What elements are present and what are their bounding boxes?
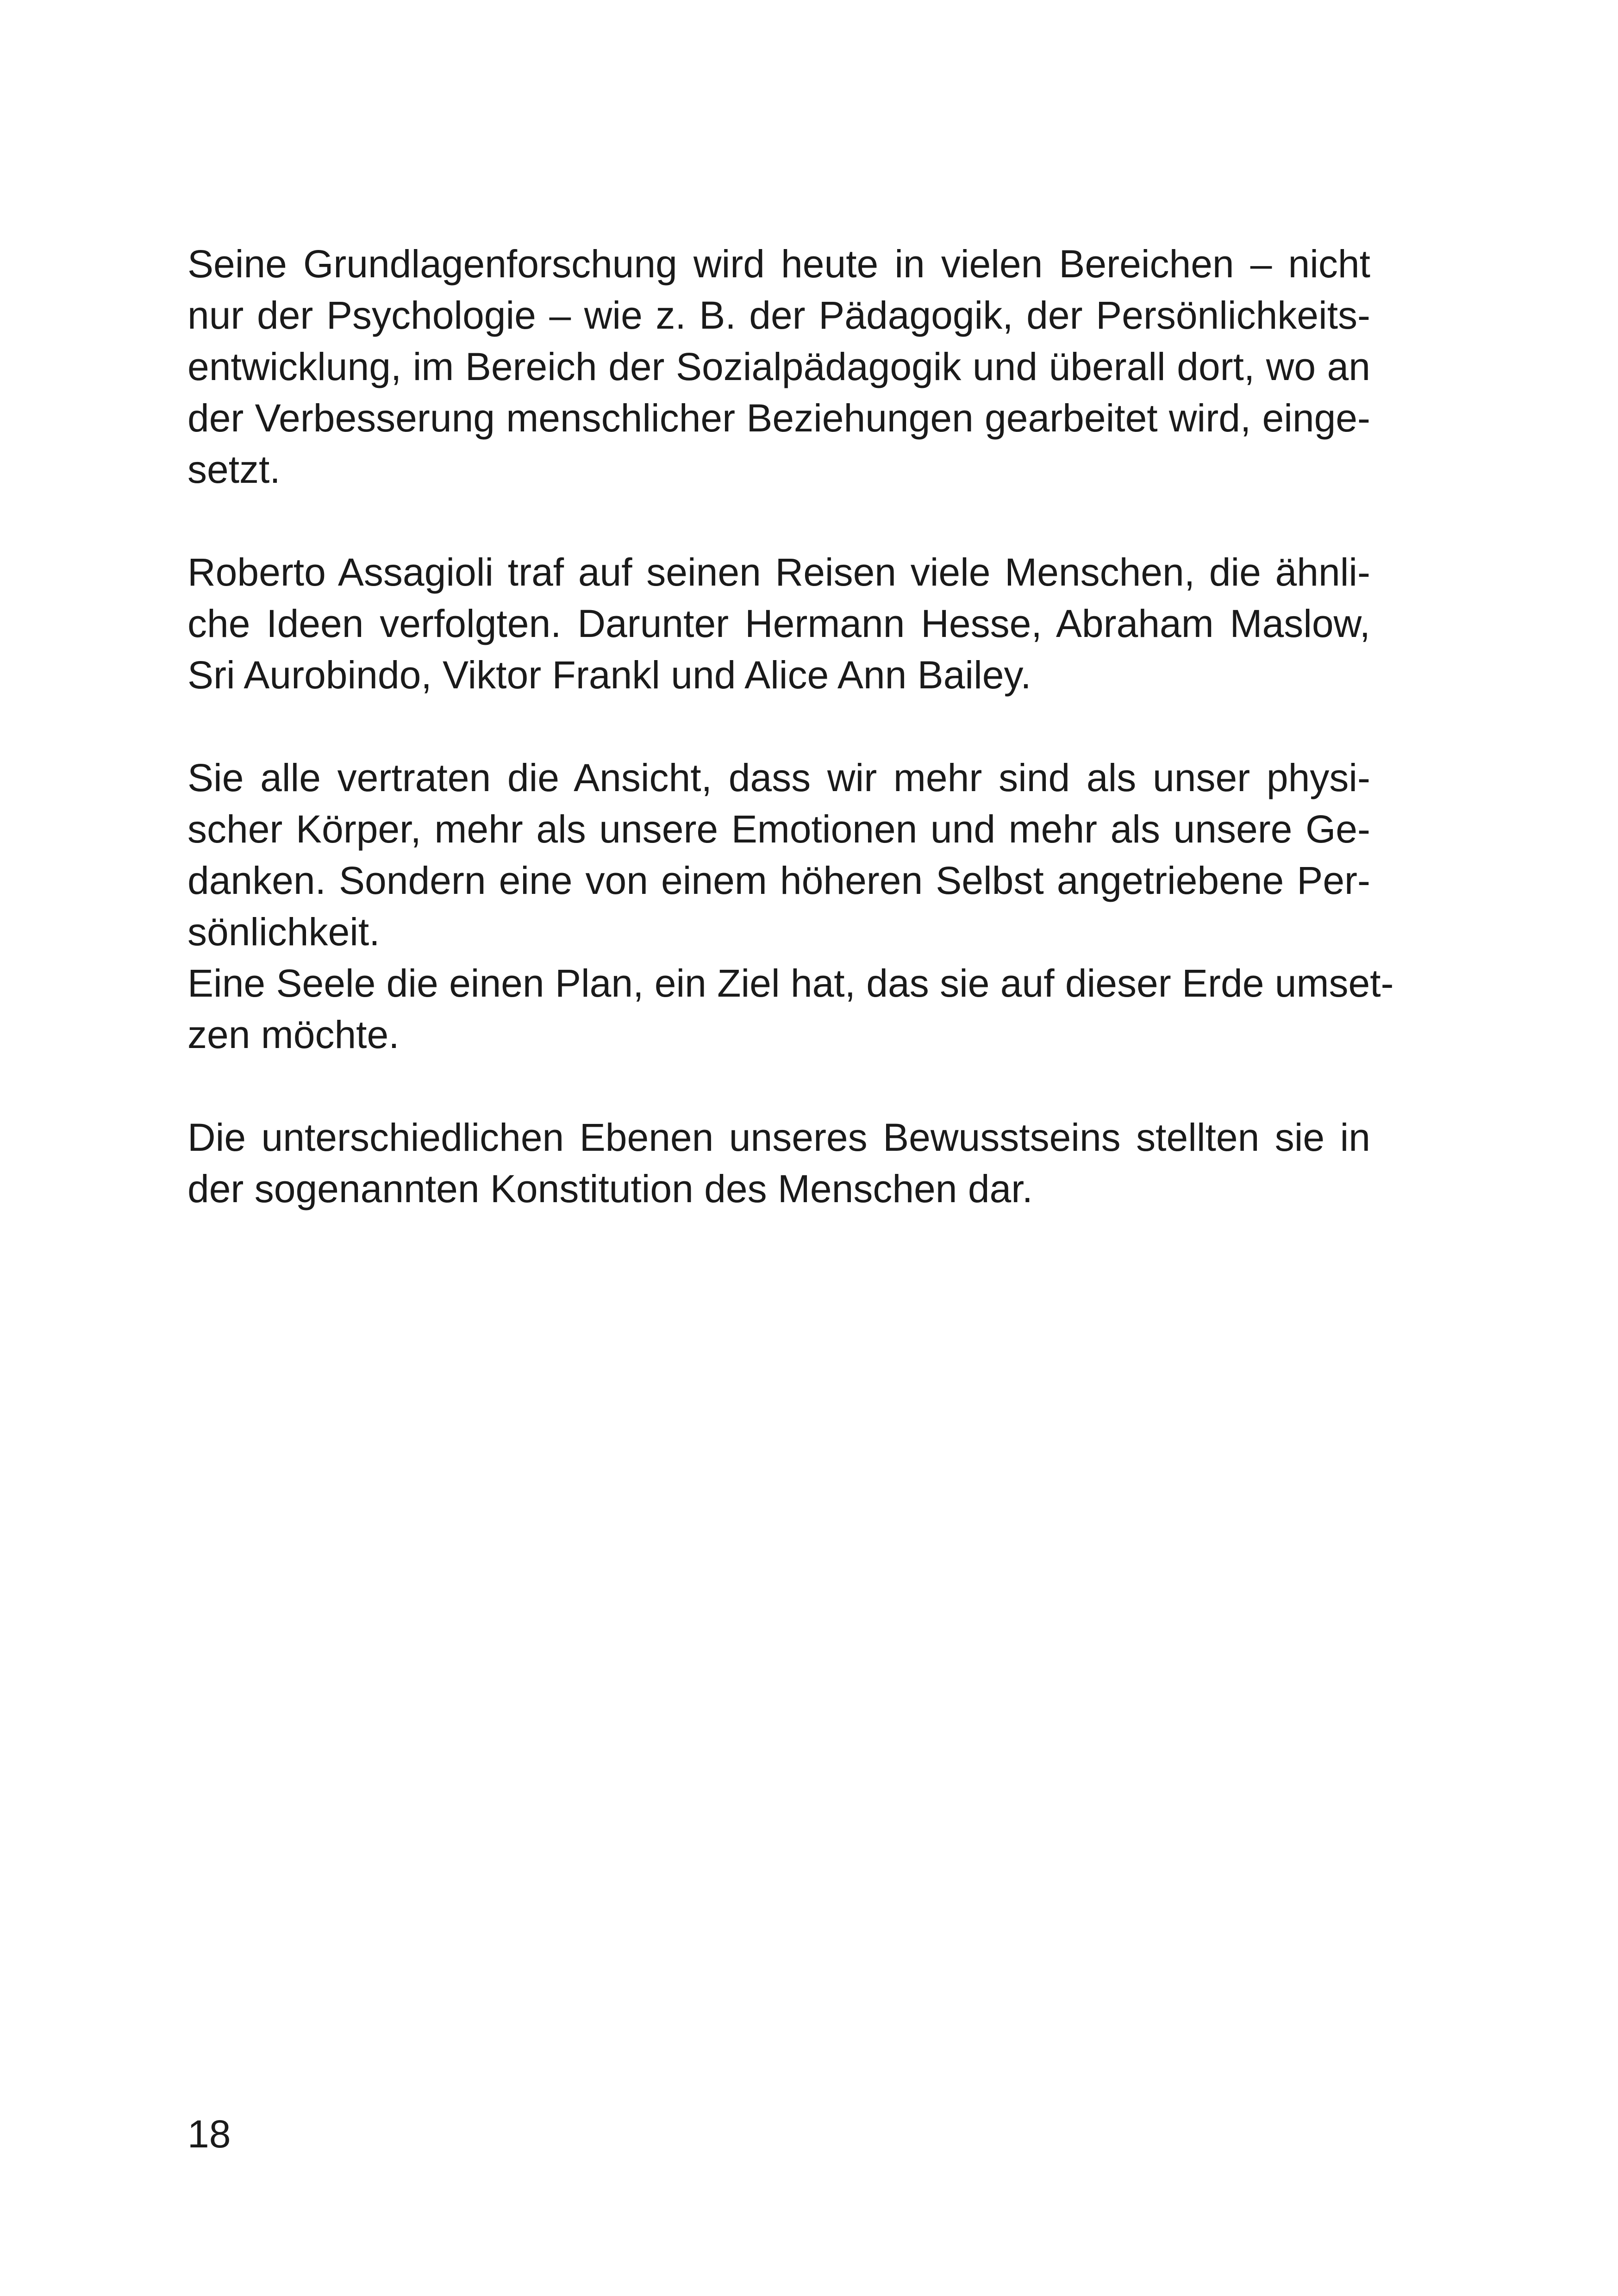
text-line: nur der Psychologie – wie z. B. der Pädagogik, der Persönlichkeits- [187,293,1370,337]
text-line: Sie alle vertraten die Ansicht, dass wir mehr sind als unser physi- [187,756,1370,799]
text-line: setzt. [187,448,281,491]
text-line: Die unterschiedlichen Ebenen unseres Bewusstseins stellten sie in [187,1116,1370,1159]
page-number: 18 [187,2112,231,2156]
paragraph [187,1112,1370,1215]
text-line: danken. Sondern eine von einem höheren Selbst angetriebene Per- [187,859,1370,902]
text-line: der sogenannten Konstitution des Menschen dar. [187,1167,1033,1210]
paragraph [187,752,1394,1061]
text-line: Eine Seele die einen Plan, ein Ziel hat, das sie auf dieser Erde umset- [187,961,1394,1005]
text-line: Seine Grundlagenforschung wird heute in vielen Bereichen – nicht [187,242,1370,286]
text-line: sönlichkeit. [187,910,380,954]
text-line: zen möchte. [187,1013,400,1056]
paragraph [187,238,1370,495]
text-line: che Ideen verfolgten. Darunter Hermann Hesse, Abraham Maslow, [187,602,1370,645]
text-line: Sri Aurobindo, Viktor Frankl und Alice Ann Bailey. [187,653,1031,697]
text-line: Roberto Assagioli traf auf seinen Reisen viele Menschen, die ähnli- [187,550,1370,594]
paragraph [187,547,1370,701]
page-body-text [187,238,1394,1266]
text-line: der Verbesserung menschlicher Beziehungen gearbeitet wird, einge- [187,396,1370,440]
text-line: entwicklung, im Bereich der Sozialpädagogik und überall dort, wo an [187,345,1370,388]
text-line: scher Körper, mehr als unsere Emotionen und mehr als unsere Ge- [187,807,1370,851]
